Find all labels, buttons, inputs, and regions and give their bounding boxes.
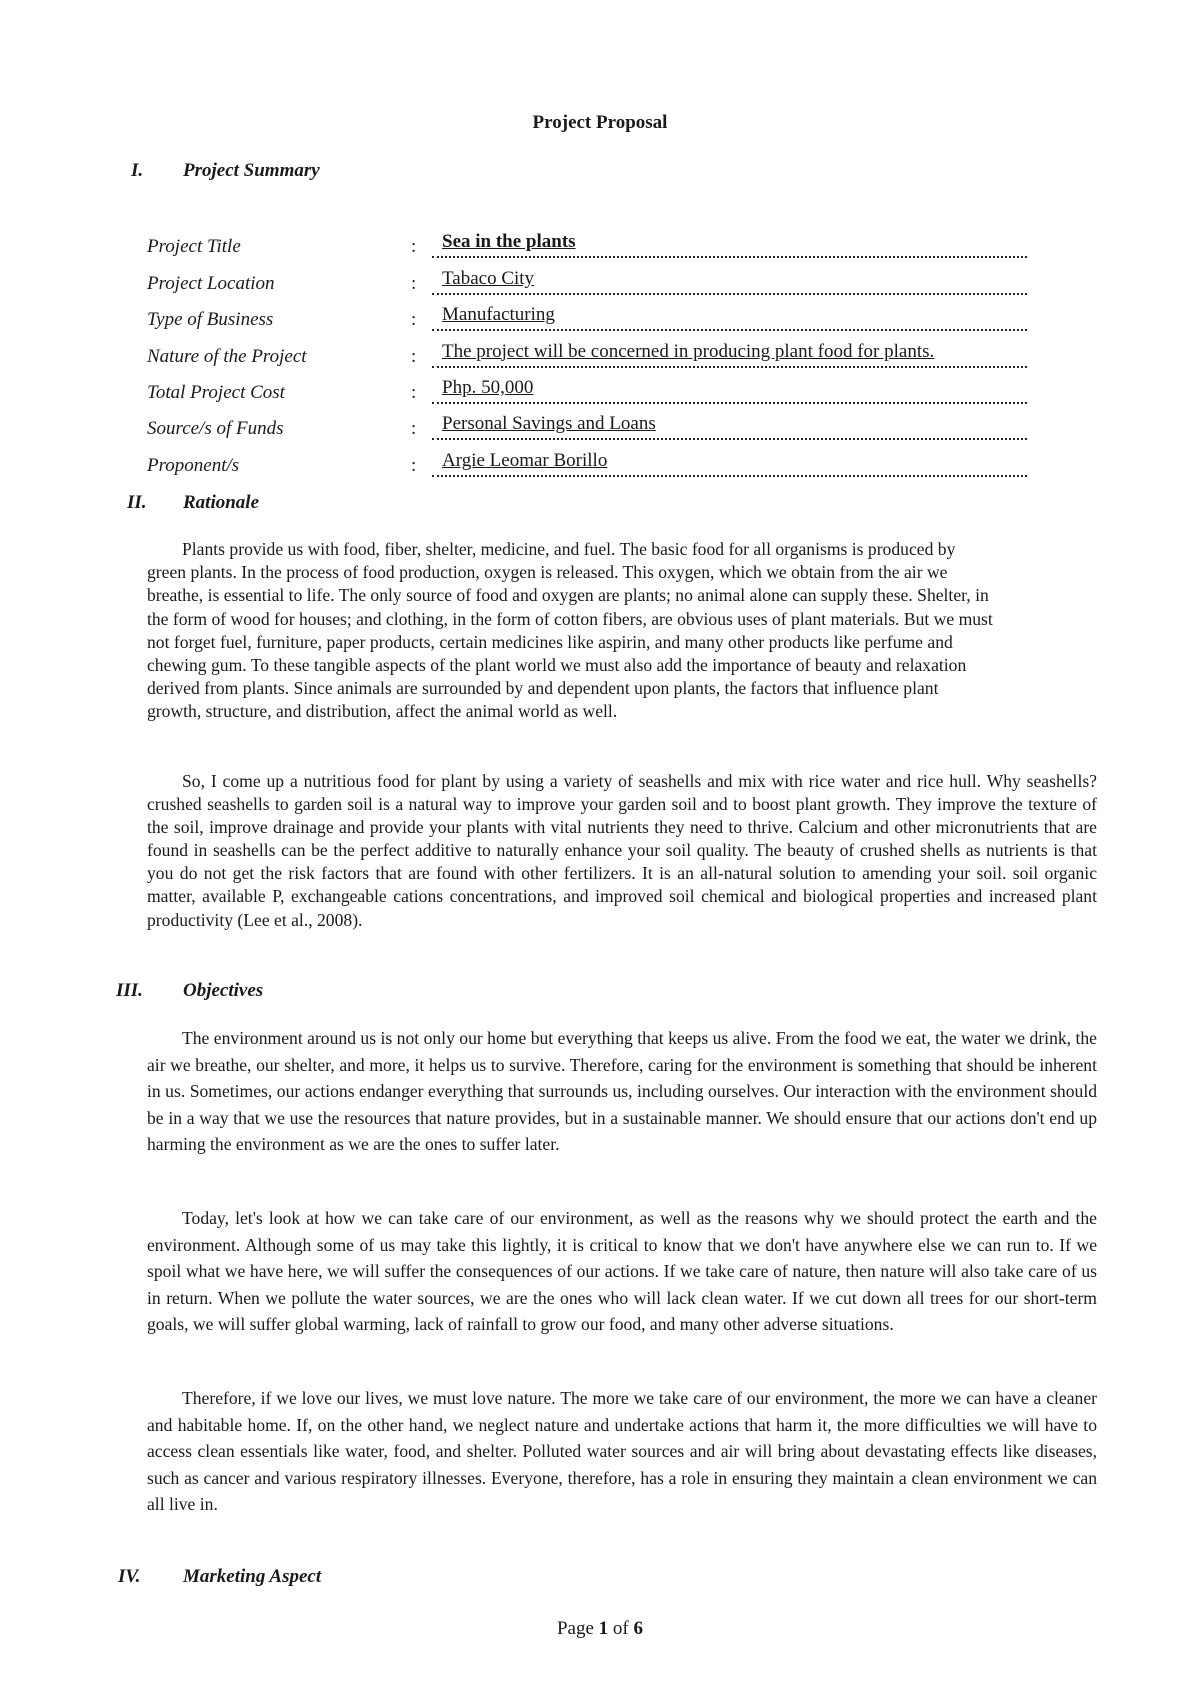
summary-label: Type of Business: [147, 309, 274, 331]
section-heading-marketing: [118, 1566, 321, 1588]
section-numeral: IV.: [118, 1566, 141, 1587]
summary-value: The project will be concerned in producing plant food for plants.: [432, 339, 1027, 368]
summary-colon: :: [411, 272, 417, 294]
page-number-footer: [0, 1618, 1200, 1640]
summary-colon: :: [411, 236, 417, 258]
project-summary-table: [147, 222, 1027, 477]
summary-value: Tabaco City: [432, 266, 1027, 295]
summary-label: Proponent/s: [147, 454, 240, 476]
section-numeral: I.: [131, 160, 144, 181]
summary-value: Argie Leomar Borillo: [432, 448, 1027, 477]
summary-label: Total Project Cost: [147, 381, 285, 403]
summary-row-project-location: [147, 258, 1027, 294]
section-title: Objectives: [183, 980, 264, 1001]
section-heading-rationale: [127, 492, 259, 514]
section-numeral: III.: [116, 980, 143, 1001]
summary-value: Php. 50,000: [432, 375, 1027, 404]
summary-value: Sea in the plants: [432, 229, 1027, 258]
summary-row-project-title: [147, 222, 1027, 258]
summary-value: Manufacturing: [432, 302, 1027, 331]
objectives-paragraph-1: The environment around us is not only our home but everything that keeps us alive. From the food we eat, the water we drink, the air we breathe, our shelter, and more, it helps us to survive. Therefore, caring for the environment is something that should be inherent in us. Sometimes, our actions endanger everything that surrounds us, including ourselves. Our interaction with the environment should be in a way that we use the resources that nature provides, but in a sustainable manner. We should ensure that our actions don't end up harming the environment as we are the ones to suffer later.: [147, 1028, 1097, 1154]
summary-row-source-of-funds: [147, 404, 1027, 440]
summary-label: Source/s of Funds: [147, 418, 284, 440]
section-title: Marketing Aspect: [183, 1566, 322, 1587]
summary-row-total-project-cost: [147, 368, 1027, 404]
summary-colon: :: [411, 381, 417, 403]
section-title: Rationale: [183, 492, 260, 513]
summary-row-nature-of-project: [147, 331, 1027, 367]
summary-colon: :: [411, 454, 417, 476]
rationale-paragraph-1: Plants provide us with food, fiber, shelter, medicine, and fuel. The basic food for all organisms is produced by green plants. In the process of food production, oxygen is released. This oxygen, which we obtain from the air we breathe, is essential to life. The only source of food and oxygen are plants; no animal alone can supply these. Shelter, in the form of wood for houses; and clothing, in the form of cotton fibers, are obvious uses of plant materials. But we must not forget fuel, furniture, paper products, certain medicines like aspirin, and many other products like perfume and chewing gum. To these tangible aspects of the plant world we must also add the importance of beauty and relaxation derived from plants. Since animals are surrounded by and dependent upon plants, the factors that influence plant growth, structure, and distribution, affect the animal world as well.: [147, 539, 993, 722]
of-word: of: [612, 1618, 629, 1639]
total-pages-number: 6: [633, 1618, 643, 1639]
current-page-number: 1: [598, 1618, 609, 1639]
summary-colon: :: [411, 309, 417, 331]
section-heading-objectives: [116, 980, 263, 1002]
rationale-paragraph-2: So, I come up a nutritious food for plant by using a variety of seashells and mix with rice water and rice hull. Why seashells? crushed seashells to garden soil is a natural way to improve your garden soil and to boost plant growth. They improve the texture of the soil, improve drainage and provide your plants with vital nutrients they need to thrive. Calcium and other micronutrients that are found in seashells can be the perfect additive to naturally enhance your soil quality. The beauty of crushed shells as nutrients is that you do not get the risk factors that are found with other fertilizers. It is an all-natural solution to amending your soil. soil organic matter, available P, exchangeable cations concentrations, and improved soil chemical and biological properties and increased plant productivity (Lee et al., 2008).: [147, 771, 1097, 930]
summary-label: Nature of the Project: [147, 345, 307, 367]
summary-label: Project Title: [147, 236, 241, 258]
summary-row-proponents: [147, 440, 1027, 476]
document-title: Project Proposal: [532, 112, 668, 133]
summary-row-type-of-business: [147, 295, 1027, 331]
section-numeral: II.: [127, 492, 147, 513]
section-heading-summary: [131, 160, 320, 182]
objectives-paragraph-3: Therefore, if we love our lives, we must love nature. The more we take care of our environment, the more we can have a cleaner and habitable home. If, on the other hand, we neglect nature and undertake actions that harm it, the more difficulties we will have to access clean essentials like water, food, and shelter. Polluted water sources and air will bring about devastating effects like diseases, such as cancer and various respiratory illnesses. Everyone, therefore, has a role in ensuring they maintain a clean environment we can all live in.: [147, 1388, 1097, 1514]
page-word: Page: [556, 1618, 594, 1639]
section-title: Project Summary: [183, 160, 320, 181]
summary-label: Project Location: [147, 272, 275, 294]
summary-colon: :: [411, 345, 417, 367]
objectives-paragraph-2: Today, let's look at how we can take care of our environment, as well as the reasons why we should protect the earth and the environment. Although some of us may take this lightly, it is critical to know that we don't have anywhere else we can run to. If we spoil what we have here, we will suffer the consequences of our actions. If we take care of nature, then nature will also take care of us in return. When we pollute the water sources, we are the ones who will lack clean water. If we cut down all trees for our short-term goals, we will suffer global warming, lack of rainfall to grow our food, and many other adverse situations.: [147, 1208, 1097, 1334]
summary-colon: :: [411, 418, 417, 440]
summary-value: Personal Savings and Loans: [432, 411, 1027, 440]
